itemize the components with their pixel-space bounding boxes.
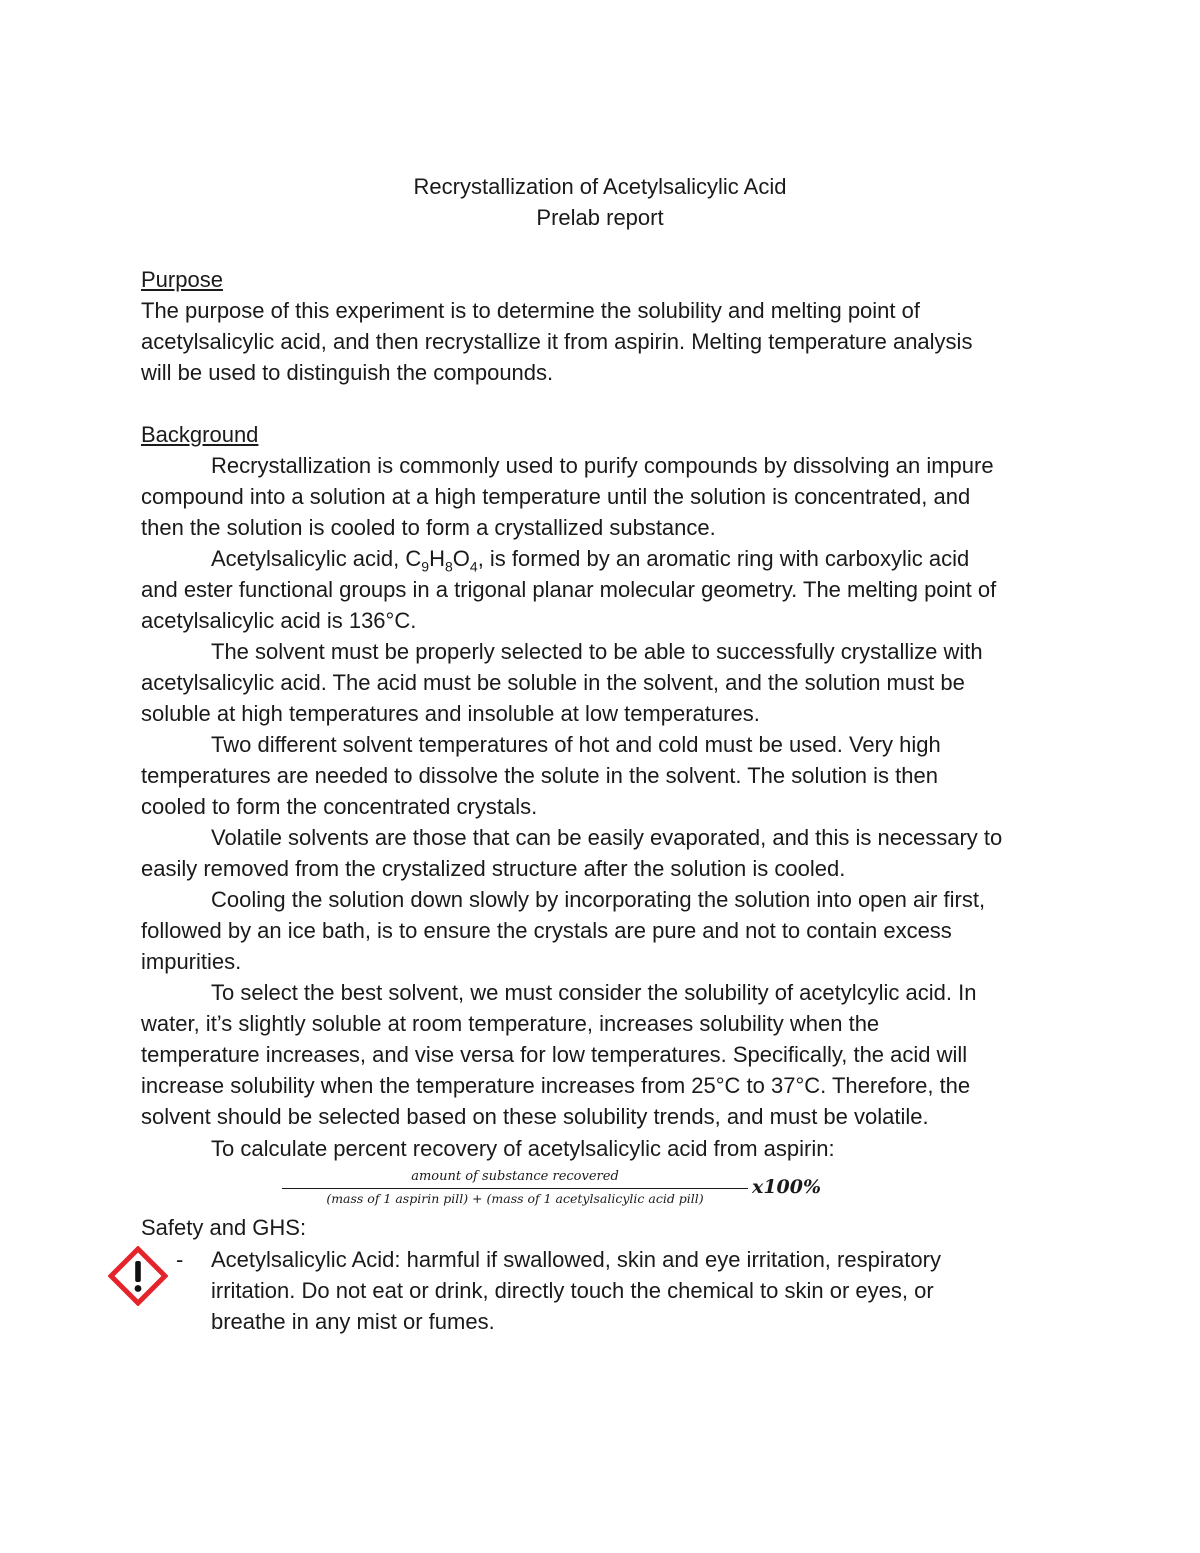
element-subscript: 9	[421, 558, 430, 575]
purpose-line: acetylsalicylic acid, and then recrystallize it from aspirin. Melting temperature analysis	[141, 329, 973, 354]
background-line: cooled to form the concentrated crystals.	[141, 794, 538, 819]
background-line: To select the best solvent, we must consider the solubility of acetylcylic acid. In	[211, 980, 977, 1005]
element-subscript: 4	[469, 558, 478, 575]
background-line: then the solution is cooled to form a crystallized substance.	[141, 515, 716, 540]
background-line: acetylsalicylic acid. The acid must be soluble in the solvent, and the solution must be	[141, 670, 965, 695]
background-line: Volatile solvents are those that can be easily evaporated, and this is necessary to	[211, 825, 1003, 850]
text-fragment: , is formed by an aromatic ring with carboxylic acid	[477, 546, 970, 571]
background-line: Cooling the solution down slowly by incorporating the solution into open air first,	[211, 887, 986, 912]
document-title: Recrystallization of Acetylsalicylic Acid	[413, 174, 787, 199]
background-line: impurities.	[141, 949, 242, 974]
formula-denominator: (mass of 1 aspirin pill) + (mass of 1 acetylsalicylic acid pill)	[326, 1191, 704, 1206]
background-line: soluble at high temperatures and insoluble at low temperatures.	[141, 701, 760, 726]
background-line: temperatures are needed to dissolve the solute in the solvent. The solution is then	[141, 763, 938, 788]
element-symbol: O	[452, 546, 470, 571]
purpose-line: will be used to distinguish the compounds.	[141, 360, 554, 385]
safety-line: breathe in any mist or fumes.	[211, 1309, 495, 1334]
background-line: solvent should be selected based on these solubility trends, and must be volatile.	[141, 1104, 929, 1129]
ghs-exclamation-icon	[108, 1246, 168, 1306]
text-fragment: Acetylsalicylic acid,	[211, 546, 406, 571]
background-line: temperature increases, and vise versa for low temperatures. Specifically, the acid will	[141, 1042, 968, 1067]
percent-recovery-formula	[282, 1168, 842, 1214]
element-subscript: 8	[444, 558, 453, 575]
background-line-formula	[211, 543, 1141, 574]
safety-heading: Safety and GHS:	[141, 1215, 307, 1240]
background-heading: Background	[141, 422, 259, 447]
element-symbol: H	[429, 546, 445, 571]
safety-line: Acetylsalicylic Acid: harmful if swallowed, skin and eye irritation, respiratory	[211, 1247, 941, 1272]
fraction-bar	[282, 1188, 748, 1189]
background-line: followed by an ice bath, is to ensure the crystals are pure and not to contain excess	[141, 918, 952, 943]
safety-line: irritation. Do not eat or drink, directly touch the chemical to skin or eyes, or	[211, 1278, 934, 1303]
element-symbol: C	[405, 546, 422, 571]
background-line: Recrystallization is commonly used to purify compounds by dissolving an impure	[211, 453, 994, 478]
chemical-formula	[405, 546, 478, 575]
background-line: water, it’s slightly soluble at room temperature, increases solubility when the	[141, 1011, 880, 1036]
background-line: To calculate percent recovery of acetylsalicylic acid from aspirin:	[211, 1136, 835, 1161]
purpose-heading: Purpose	[141, 267, 223, 292]
background-line: easily removed from the crystalized structure after the solution is cooled.	[141, 856, 846, 881]
background-line: Two different solvent temperatures of hot and cold must be used. Very high	[211, 732, 941, 757]
background-line: compound into a solution at a high temperature until the solution is concentrated, and	[141, 484, 971, 509]
formula-multiplier: x100%	[752, 1176, 822, 1198]
purpose-line: The purpose of this experiment is to determine the solubility and melting point of	[141, 298, 920, 323]
bullet-dash: -	[176, 1247, 184, 1272]
background-line: increase solubility when the temperature increases from 25°C to 37°C. Therefore, the	[141, 1073, 971, 1098]
background-line: acetylsalicylic acid is 136°C.	[141, 608, 417, 633]
document-subtitle: Prelab report	[536, 205, 664, 230]
background-line: The solvent must be properly selected to be able to successfully crystallize with	[211, 639, 983, 664]
formula-numerator: amount of substance recovered	[411, 1169, 619, 1184]
background-line: and ester functional groups in a trigonal planar molecular geometry. The melting point of	[141, 577, 997, 602]
